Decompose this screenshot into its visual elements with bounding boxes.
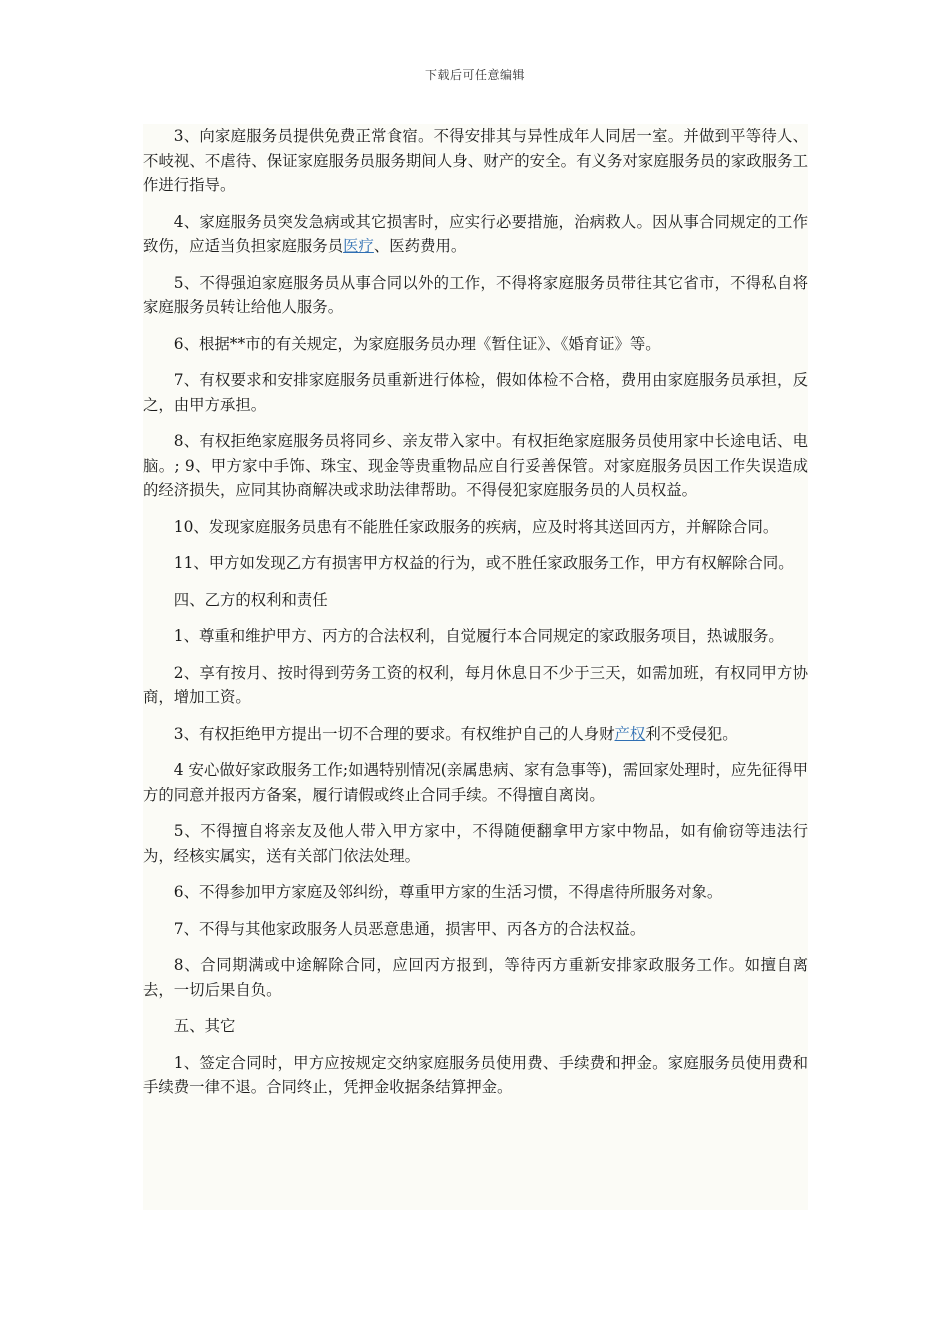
paragraph-text: 1、签定合同时，甲方应按规定交纳家庭服务员使用费、手续费和押金。家庭服务员使用费和手续费一律不退。合同终止，凭押金收据条结算押金。 [143, 1053, 808, 1096]
paragraph [143, 722, 808, 747]
paragraph-text: 五、其它 [173, 1017, 236, 1035]
paragraph [143, 819, 808, 868]
paragraph-text: 7、不得与其他家政服务人员恶意患通，损害甲、丙各方的合法权益。 [173, 919, 646, 938]
paragraph [143, 880, 808, 905]
document-body [143, 124, 808, 1210]
paragraph-text: 7、有权要求和安排家庭服务员重新进行体检，假如体检不合格，费用由家庭服务员承担，反之，由甲方承担。 [143, 371, 808, 414]
paragraph-text: 、医药费用。 [373, 237, 467, 255]
paragraph [143, 661, 808, 710]
paragraph-text: 5、不得强迫家庭服务员从事合同以外的工作，不得将家庭服务员带往其它省市，不得私自将家庭服务员转让给他人服务。 [143, 273, 808, 316]
paragraph-text: 4 安心做好家政服务工作;如遇特别情况(亲属患病、家有急事等)，需回家处理时，应先征得甲方的同意并报丙方备案，履行请假或终止合同手续。不得擅自离岗。 [143, 761, 808, 804]
paragraph [143, 271, 808, 320]
paragraph-text: 3、有权拒绝甲方提出一切不合理的要求。有权维护自己的人身财 [173, 724, 615, 743]
page-header: 下载后可任意编辑 [424, 68, 525, 82]
paragraph [143, 588, 808, 613]
paragraph [143, 624, 808, 649]
paragraph-text: 四、乙方的权利和责任 [173, 590, 328, 609]
paragraph-text: 1、尊重和维护甲方、丙方的合法权利，自觉履行本合同规定的家政服务项目，热诚服务。 [173, 627, 784, 645]
paragraph [143, 368, 808, 417]
paragraph-text: 5、不得擅自将亲友及他人带入甲方家中，不得随便翻拿甲方家中物品，如有偷窃等违法行为，经核实属实，送有关部门依法处理。 [143, 822, 808, 865]
paragraph-text: 8、合同期满或中途解除合同，应回丙方报到，等待丙方重新安排家政服务工作。如擅自离去，一切后果自负。 [143, 956, 808, 999]
paragraph [143, 1051, 808, 1100]
paragraph-text: 6、不得参加甲方家庭及邻纠纷，尊重甲方家的生活习惯，不得虐待所服务对象。 [173, 883, 723, 901]
paragraph-text: 6、根据**市的有关规定，为家庭服务员办理《暂住证》、《婚育证》等。 [173, 334, 661, 353]
paragraph [143, 210, 808, 259]
paragraph-text: 3、向家庭服务员提供免费正常食宿。不得安排其与异性成年人同居一室。并做到平等待人、不岐视、不虐待、保证家庭服务员服务期间人身、财产的安全。有义务对家庭服务员的家政服务工作进行指导。 [143, 127, 808, 194]
inline-link[interactable]: 产权 [614, 724, 646, 743]
paragraph-text: 8、有权拒绝家庭服务员将同乡、亲友带入家中。有权拒绝家庭服务员使用家中长途电话、电脑。; 9、甲方家中手饰、珠宝、现金等贵重物品应自行妥善保管。对家庭服务员因工作失误造成的经济损失，应同其协商解决或求助法律帮助。不得侵犯家庭服务员的人员权益。 [143, 432, 808, 499]
paragraph-text: 4、家庭服务员突发急病或其它损害时，应实行必要措施，治病救人。因从事合同规定的工作致伤，应适当负担家庭服务员 [143, 212, 808, 255]
paragraph [143, 953, 808, 1002]
paragraph [143, 551, 808, 576]
paragraph-text: 利不受侵犯。 [645, 724, 738, 743]
paragraph [143, 1014, 808, 1039]
paragraph [143, 917, 808, 942]
paragraph-text: 11、甲方如发现乙方有损害甲方权益的行为，或不胜任家政服务工作，甲方有权解除合同。 [173, 554, 794, 572]
paragraph [143, 332, 808, 357]
inline-link[interactable]: 医疗 [343, 237, 374, 255]
paragraph-text: 2、享有按月、按时得到劳务工资的权利，每月休息日不少于三天，如需加班，有权同甲方协商，增加工资。 [143, 663, 808, 706]
paragraph [143, 758, 808, 807]
paragraph-text: 10、发现家庭服务员患有不能胜任家政服务的疾病，应及时将其送回丙方，并解除合同。 [173, 517, 779, 536]
paragraph [143, 124, 808, 198]
paragraph [143, 429, 808, 503]
paragraph [143, 515, 808, 540]
